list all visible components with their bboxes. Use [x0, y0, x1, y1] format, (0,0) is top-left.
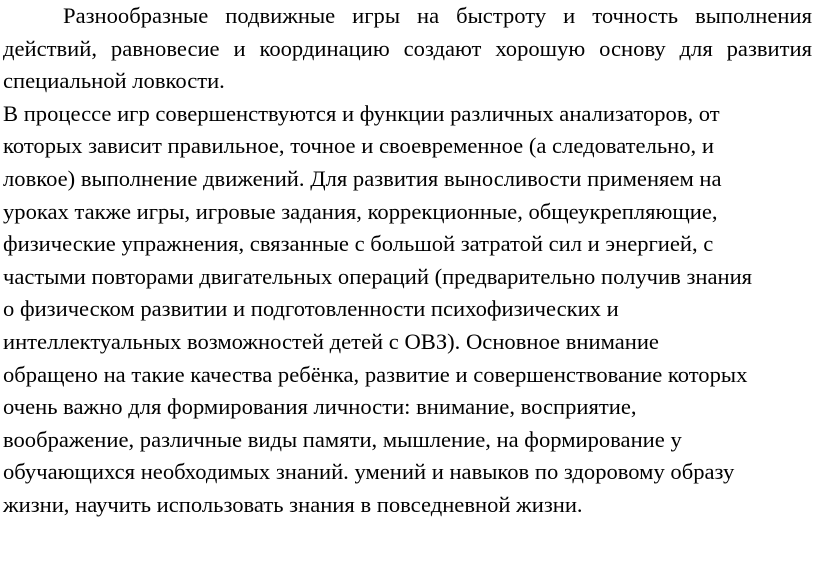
text-line: частыми повторами двигательных операций (предварительно получив знания	[3, 263, 753, 289]
text-line: уроках также игры, игровые задания, коррекционные, общеукрепляющие,	[3, 198, 718, 224]
text-line: очень важно для формирования личности: внимание, восприятие,	[3, 394, 637, 420]
text-line: жизни, научить использовать знания в повседневной жизни.	[3, 491, 583, 517]
text-line: которых зависит правильное, точное и своевременное (а следовательно, и	[3, 133, 714, 159]
text-line: обучающихся необходимых знаний. умений и навыков по здоровому образу	[3, 459, 735, 485]
text-line: обращено на такие качества ребёнка, развитие и совершенствование которых	[3, 361, 748, 387]
text-line: физические упражнения, связанные с большой затратой сил и энергией, с	[3, 231, 714, 257]
text-line: воображение, различные виды памяти, мышление, на формирование у	[3, 426, 682, 452]
text-line: ловкое) выполнение движений. Для развития выносливости применяем на	[3, 165, 722, 191]
text-line: В процессе игр совершенствуются и функции различных анализаторов, от	[3, 100, 720, 126]
paragraph-analyzers-and-qualities	[3, 98, 812, 522]
paragraph-agility-games: Разнообразные подвижные игры на быстроту и точность выполнения действий, равновесие и координацию создают хорошую основу для развития специальной ловкости.	[3, 3, 812, 94]
text-line: о физическом развитии и подготовленности психофизических и	[3, 296, 619, 322]
text-line: интеллектуальных возможностей детей с ОВЗ). Основное внимание	[3, 328, 659, 354]
